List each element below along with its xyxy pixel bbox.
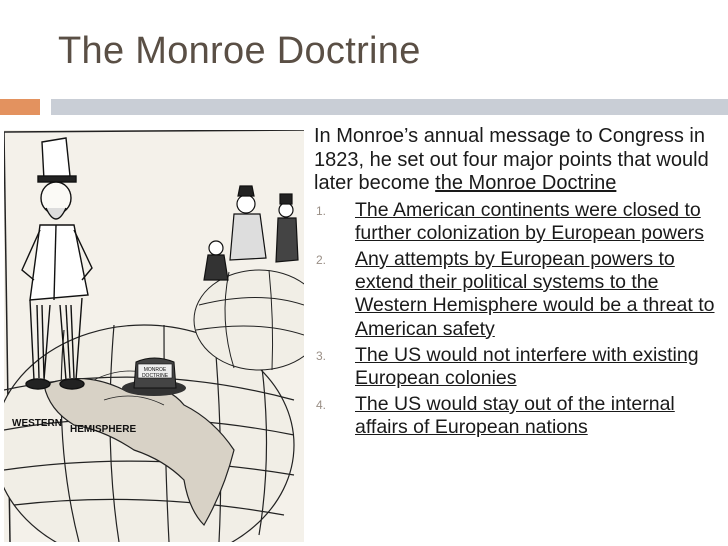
list-item-number: 2.: [316, 252, 327, 267]
hat-label-monroe: MONROE: [143, 367, 167, 373]
title-underline-bar: [51, 99, 728, 115]
accent-bar: [0, 99, 40, 115]
monroe-doctrine-cartoon: [4, 130, 304, 542]
intro-text: In Monroe’s annual message to Congress in 1823, he set out four major points that would later become: [314, 125, 709, 194]
point-link[interactable]: The US would stay out of the internal affairs of European nations: [355, 393, 675, 439]
monroe-doctrine-link[interactable]: the Monroe Doctrine: [435, 172, 617, 194]
hat-label-doctrine: DOCTRINE: [141, 373, 169, 379]
list-item-number: 1.: [316, 203, 327, 218]
intro-paragraph: [314, 125, 724, 196]
content-panel: [314, 125, 724, 443]
list-item-number: 4.: [316, 398, 327, 413]
globe-label-hemisphere: HEMISPHERE: [70, 424, 137, 435]
list-item: [314, 393, 724, 439]
list-item: [314, 344, 724, 390]
slide-title: The Monroe Doctrine: [58, 30, 421, 72]
point-link[interactable]: The American continents were closed to further colonization by European powers: [355, 198, 705, 244]
point-link[interactable]: Any attempts by European powers to extend their political systems to the Western Hemisphere would be a threat to American safety: [355, 247, 715, 340]
list-item: [314, 248, 724, 341]
list-item-number: 3.: [316, 348, 327, 363]
globe-label-western: WESTERN: [12, 418, 62, 429]
list-item: [314, 199, 724, 245]
doctrine-points-list: [314, 199, 724, 440]
point-link[interactable]: The US would not interfere with existing European colonies: [355, 343, 699, 389]
